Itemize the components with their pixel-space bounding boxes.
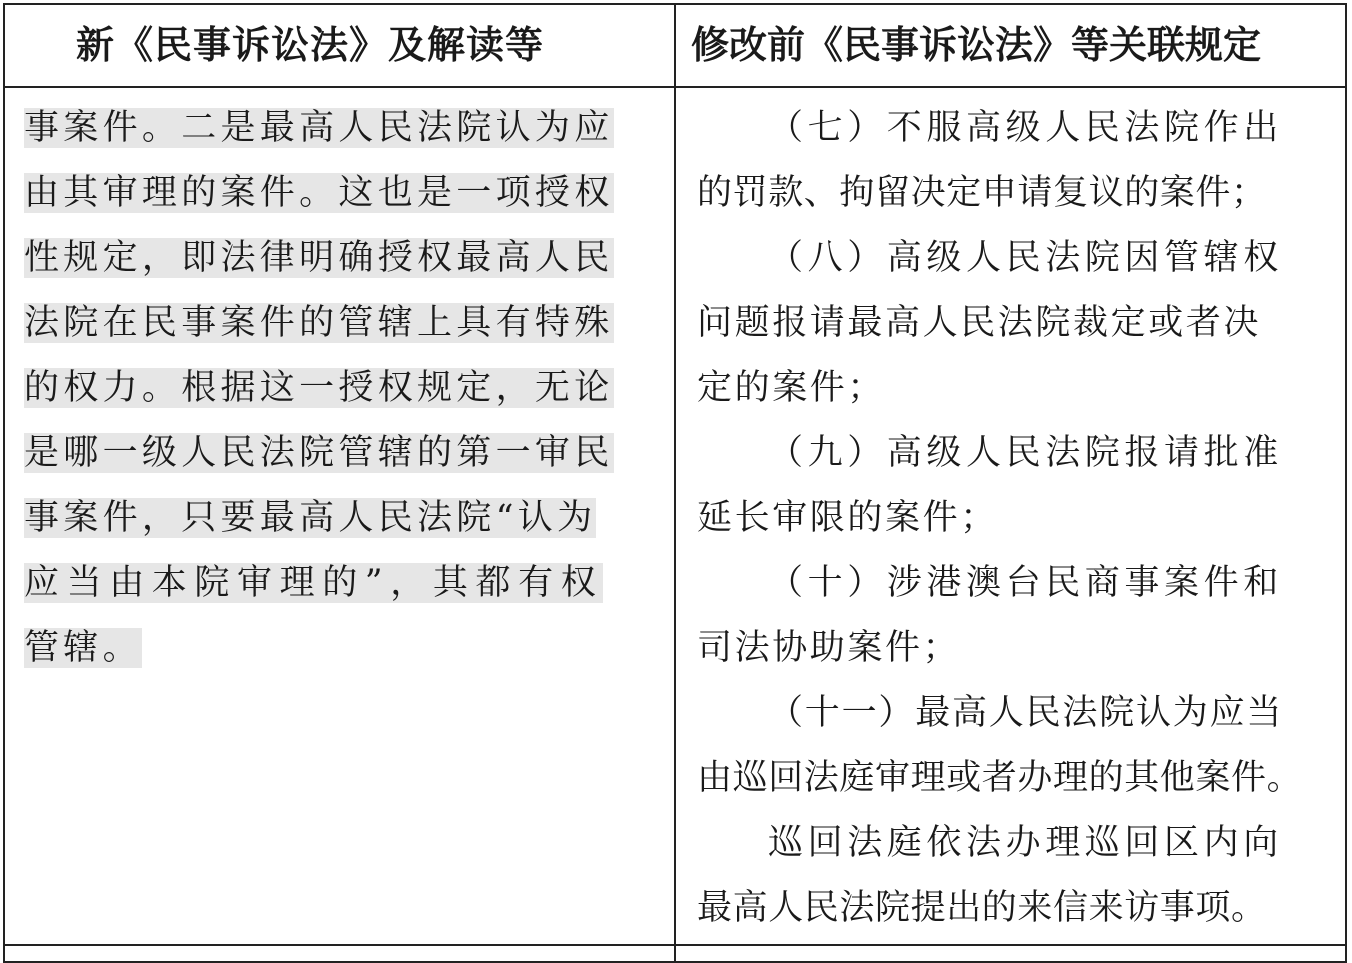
column-divider <box>674 3 676 963</box>
right-text-line: 定的案件； <box>697 368 886 408</box>
left-text-line: 的权力。根据这一授权规定，无论 <box>24 368 614 408</box>
header-right: 修改前《民事诉讼法》等关联规定 <box>691 23 1262 67</box>
right-text-line: （九）高级人民法院报请批准 <box>768 433 1283 473</box>
left-text-line: 是哪一级人民法院管辖的第一审民 <box>24 433 614 473</box>
right-text-line: （七）不服高级人民法院作出 <box>768 108 1283 148</box>
left-text-line: 性规定，即法律明确授权最高人民 <box>24 238 614 278</box>
left-text-line: 应当由本院审理的”，其都有权 <box>24 563 604 603</box>
right-text-line: 最高人民法院提出的来信来访事项。 <box>697 888 1267 928</box>
header-divider <box>3 86 1347 88</box>
header-left: 新《民事诉讼法》及解读等 <box>76 23 545 67</box>
right-text-line: （八）高级人民法院因管辖权 <box>768 238 1283 278</box>
right-text-line: 司法协助案件； <box>697 628 961 668</box>
row-divider <box>3 944 1347 946</box>
right-text-line: （十）涉港澳台民商事案件和 <box>768 563 1283 603</box>
left-text-line: 事案件。二是最高人民法院认为应 <box>24 108 614 148</box>
right-text-line: 延长审限的案件； <box>697 498 998 538</box>
left-text-line: 管辖。 <box>24 628 142 668</box>
left-text-line: 法院在民事案件的管辖上具有特殊 <box>24 303 614 343</box>
right-text-line: 问题报请最高人民法院裁定或者决 <box>697 303 1262 343</box>
left-text-line: 事案件，只要最高人民法院“认为 <box>24 498 597 538</box>
left-text-line: 由其审理的案件。这也是一项授权 <box>24 173 614 213</box>
right-text-line: 的罚款、拘留决定申请复议的案件； <box>697 173 1267 213</box>
right-text-line: 由巡回法庭审理或者办理的其他案件。 <box>697 758 1303 798</box>
right-text-line: 巡回法庭依法办理巡回区内向 <box>768 823 1283 863</box>
right-text-line: （十一）最高人民法院认为应当 <box>768 693 1284 733</box>
